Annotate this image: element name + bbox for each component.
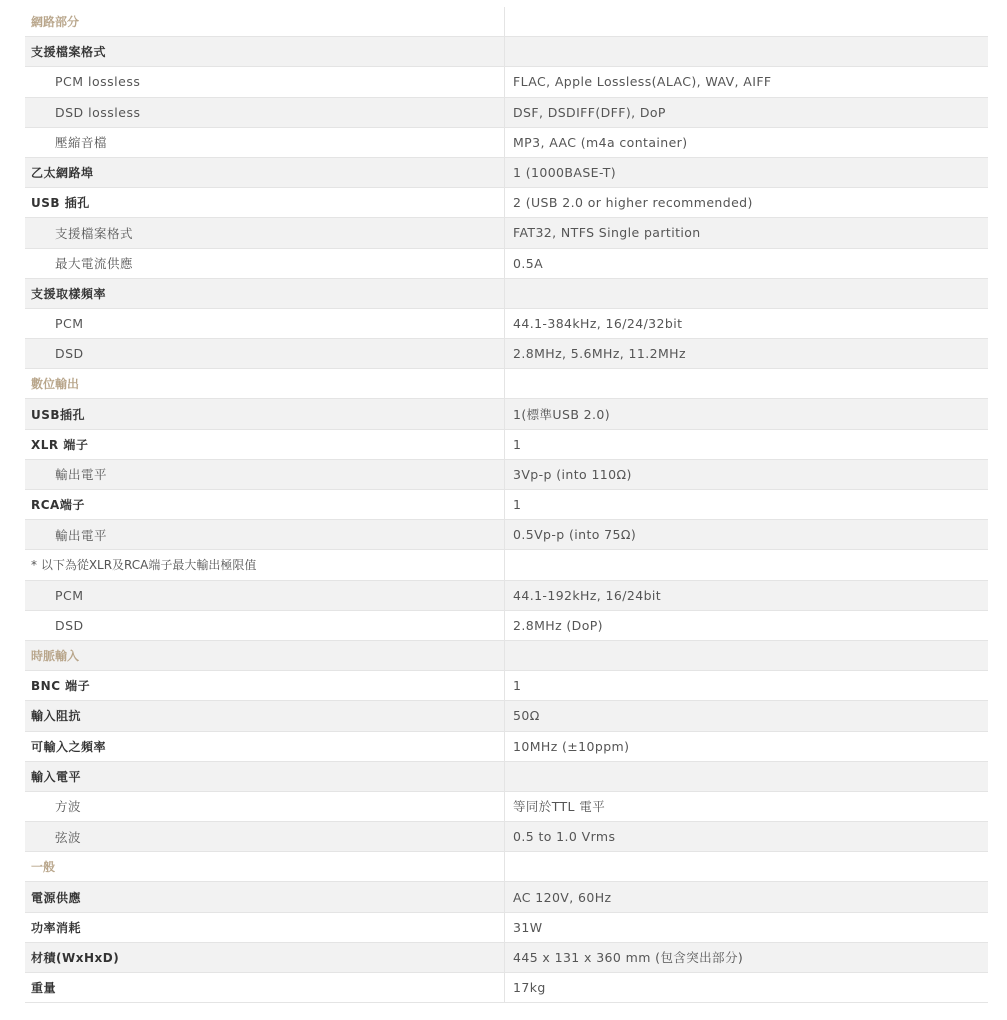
spec-row	[25, 460, 988, 490]
spec-row	[25, 430, 988, 460]
spec-label: USB 插孔	[25, 188, 505, 217]
spec-row	[25, 520, 988, 550]
spec-label: 可輸入之頻率	[25, 732, 505, 761]
spec-value: 3Vp-p (into 110Ω)	[513, 466, 632, 482]
spec-value	[505, 37, 988, 66]
spec-value: 2.8MHz (DoP)	[513, 617, 603, 633]
spec-value: 等同於TTL 電平	[513, 799, 606, 815]
spec-table	[25, 7, 988, 1003]
spec-row	[25, 882, 988, 912]
spec-label: 重量	[25, 973, 505, 1002]
spec-value: 1(標準USB 2.0)	[513, 407, 611, 423]
spec-label: 弦波	[25, 822, 505, 851]
spec-value: 1	[513, 436, 522, 452]
section-title: 網路部分	[25, 7, 505, 36]
spec-value: 2.8MHz, 5.6MHz, 11.2MHz	[513, 346, 686, 362]
spec-value: 0.5Vp-p (into 75Ω)	[513, 527, 637, 543]
section-title: 數位輸出	[25, 369, 505, 398]
spec-row	[25, 399, 988, 429]
spec-label: DSD lossless	[25, 98, 505, 127]
spec-row	[25, 67, 988, 97]
spec-label: DSD	[25, 339, 505, 368]
spec-row	[25, 339, 988, 369]
spec-row	[25, 581, 988, 611]
spec-row	[25, 611, 988, 641]
spec-label: 支援檔案格式	[25, 218, 505, 247]
spec-value	[505, 369, 988, 398]
spec-label: USB插孔	[25, 399, 505, 428]
spec-value: 0.5A	[513, 255, 544, 271]
spec-label: 功率消耗	[25, 913, 505, 942]
spec-row	[25, 913, 988, 943]
spec-label: 方波	[25, 792, 505, 821]
spec-value	[505, 641, 988, 670]
spec-label: PCM lossless	[25, 67, 505, 96]
spec-value: 10MHz (±10ppm)	[513, 738, 630, 754]
spec-value: 0.5 to 1.0 Vrms	[513, 829, 616, 845]
spec-row	[25, 158, 988, 188]
spec-value	[505, 852, 988, 881]
section-header-row	[25, 7, 988, 37]
section-header-row	[25, 369, 988, 399]
spec-row	[25, 732, 988, 762]
section-title: 一般	[25, 852, 505, 881]
spec-value: MP3, AAC (m4a container)	[513, 134, 688, 150]
spec-value	[505, 762, 988, 791]
spec-label: PCM	[25, 309, 505, 338]
spec-value: DSF, DSDIFF(DFF), DoP	[513, 104, 666, 120]
spec-value: 44.1-192kHz, 16/24bit	[513, 587, 662, 603]
spec-row	[25, 188, 988, 218]
spec-label: 最大電流供應	[25, 249, 505, 278]
spec-value: FAT32, NTFS Single partition	[513, 225, 701, 241]
spec-label: * 以下為從XLR及RCA端子最大輸出極限值	[25, 550, 505, 579]
spec-label: RCA端子	[25, 490, 505, 519]
spec-row	[25, 98, 988, 128]
spec-value	[505, 279, 988, 308]
spec-row	[25, 490, 988, 520]
spec-value: 17kg	[513, 980, 546, 996]
section-header-row	[25, 852, 988, 882]
spec-row	[25, 822, 988, 852]
spec-row	[25, 249, 988, 279]
spec-value: 31W	[513, 919, 543, 935]
spec-row	[25, 550, 988, 580]
spec-label: 支援檔案格式	[25, 37, 505, 66]
spec-row	[25, 943, 988, 973]
spec-label: DSD	[25, 611, 505, 640]
spec-row	[25, 973, 988, 1003]
spec-row	[25, 128, 988, 158]
spec-label: 壓縮音檔	[25, 128, 505, 157]
section-header-row	[25, 641, 988, 671]
spec-value: 1	[513, 678, 522, 694]
spec-label: 乙太網路埠	[25, 158, 505, 187]
spec-label: 輸入電平	[25, 762, 505, 791]
spec-label: 輸出電平	[25, 520, 505, 549]
spec-value: 1	[513, 497, 522, 513]
spec-value: 445 x 131 x 360 mm (包含突出部分)	[513, 950, 744, 966]
spec-row	[25, 279, 988, 309]
spec-value: 44.1-384kHz, 16/24/32bit	[513, 315, 683, 331]
spec-row	[25, 701, 988, 731]
spec-row	[25, 671, 988, 701]
spec-label: 材積(WxHxD)	[25, 943, 505, 972]
spec-label: 電源供應	[25, 882, 505, 911]
spec-row	[25, 37, 988, 67]
spec-value: 50Ω	[513, 708, 540, 724]
spec-label: 輸入阻抗	[25, 701, 505, 730]
spec-row	[25, 762, 988, 792]
spec-label: BNC 端子	[25, 671, 505, 700]
spec-value	[505, 7, 988, 36]
spec-value	[505, 550, 988, 579]
section-title: 時脈輸入	[25, 641, 505, 670]
spec-row	[25, 218, 988, 248]
spec-value: 1 (1000BASE-T)	[513, 165, 617, 181]
spec-label: 支援取樣頻率	[25, 279, 505, 308]
spec-value: AC 120V, 60Hz	[513, 889, 612, 905]
spec-row	[25, 792, 988, 822]
spec-row	[25, 309, 988, 339]
spec-label: PCM	[25, 581, 505, 610]
spec-value: FLAC, Apple Lossless(ALAC), WAV, AIFF	[513, 74, 772, 90]
spec-value: 2 (USB 2.0 or higher recommended)	[513, 195, 753, 211]
spec-label: XLR 端子	[25, 430, 505, 459]
spec-label: 輸出電平	[25, 460, 505, 489]
